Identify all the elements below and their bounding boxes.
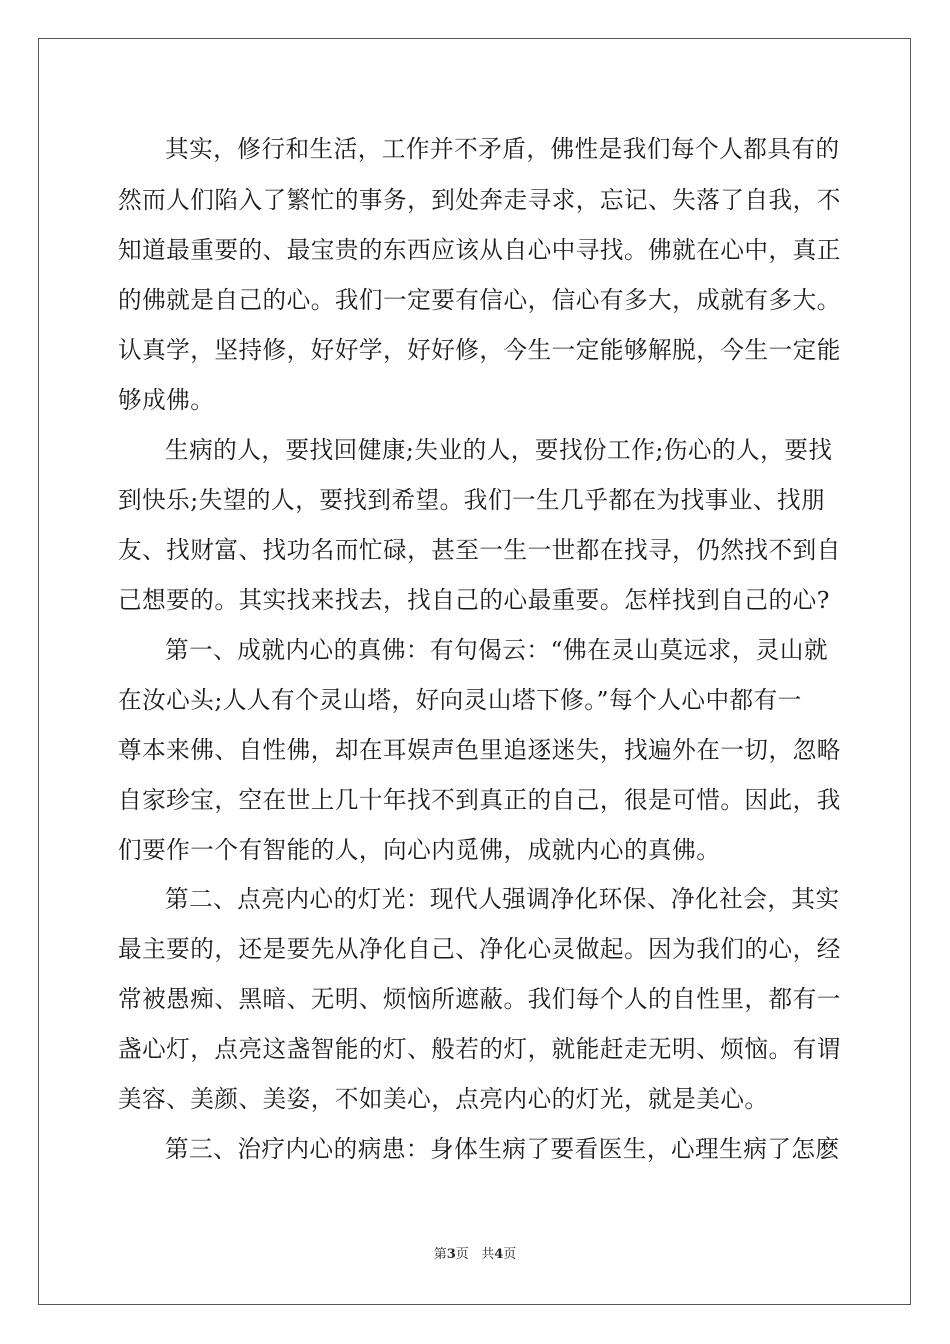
paragraph-line: 尊本来佛、自性佛，却在耳娱声色里追逐迷失，找遍外在一切，忽略 <box>118 736 841 764</box>
page-prefix: 第 <box>433 1247 447 1262</box>
paragraph-line: 知道最重要的、最宝贵的东西应该从自心中寻找。佛就在心中，真正 <box>118 236 841 264</box>
paragraph-line: 最主要的，还是要先从净化自己、净化心灵做起。因为我们的心，经 <box>118 935 841 963</box>
paragraph-line: 够成佛。 <box>118 386 215 414</box>
paragraph-line: 认真学，坚持修，好好学，好好修，今生一定能够解脱，今生一定能 <box>118 336 841 364</box>
paragraph-line: 盏心灯，点亮这盏智能的灯、般若的灯，就能赶走无明、烦恼。有谓 <box>118 1035 841 1063</box>
total-prefix: 共 <box>481 1247 495 1262</box>
paragraph-line: 们要作一个有智能的人，向心内觅佛，成就内心的真佛。 <box>118 836 721 864</box>
paragraph-line: 美容、美颜、美姿，不如美心，点亮内心的灯光，就是美心。 <box>118 1085 769 1113</box>
total-suffix: 页 <box>503 1247 517 1262</box>
page-number: 3 <box>446 1247 456 1262</box>
page-suffix: 页 <box>455 1247 469 1262</box>
total-pages: 4 <box>494 1247 504 1262</box>
paragraph-line: 的佛就是自己的心。我们一定要有信心，信心有多大，成就有多大。 <box>118 286 841 314</box>
page-border <box>38 38 911 1305</box>
paragraph-line: 在汝心头;人人有个灵山塔，好向灵山塔下修。”每个人心中都有一 <box>118 686 802 714</box>
paragraph-line: 然而人们陷入了繁忙的事务，到处奔走寻求，忘记、失落了自我，不 <box>118 186 841 214</box>
page-footer <box>0 1247 950 1263</box>
paragraph-line: 常被愚痴、黑暗、无明、烦恼所遮蔽。我们每个人的自性里，都有一 <box>118 985 841 1013</box>
paragraph-line: 友、找财富、找功名而忙碌，甚至一生一世都在找寻，仍然找不到自 <box>118 536 841 564</box>
paragraph-line: 生病的人，要找回健康;失业的人，要找份工作;伤心的人，要找 <box>165 436 833 464</box>
paragraph-line: 己想要的。其实找来找去，找自己的心最重要。怎样找到自己的心? <box>118 586 830 614</box>
paragraph-line: 其实，修行和生活，工作并不矛盾，佛性是我们每个人都具有的 <box>165 135 840 163</box>
paragraph-line: 第三、治疗内心的病患：身体生病了要看医生，心理生病了怎麽 <box>165 1135 840 1163</box>
paragraph-line: 到快乐;失望的人，要找到希望。我们一生几乎都在为找事业、找朋 <box>118 486 826 514</box>
paragraph-line: 自家珍宝，空在世上几十年找不到真正的自己，很是可惜。因此，我 <box>118 786 841 814</box>
paragraph-line: 第一、成就内心的真佛：有句偈云：“佛在灵山莫远求，灵山就 <box>165 636 829 664</box>
paragraph-line: 第二、点亮内心的灯光：现代人强调净化环保、净化社会，其实 <box>165 885 840 913</box>
